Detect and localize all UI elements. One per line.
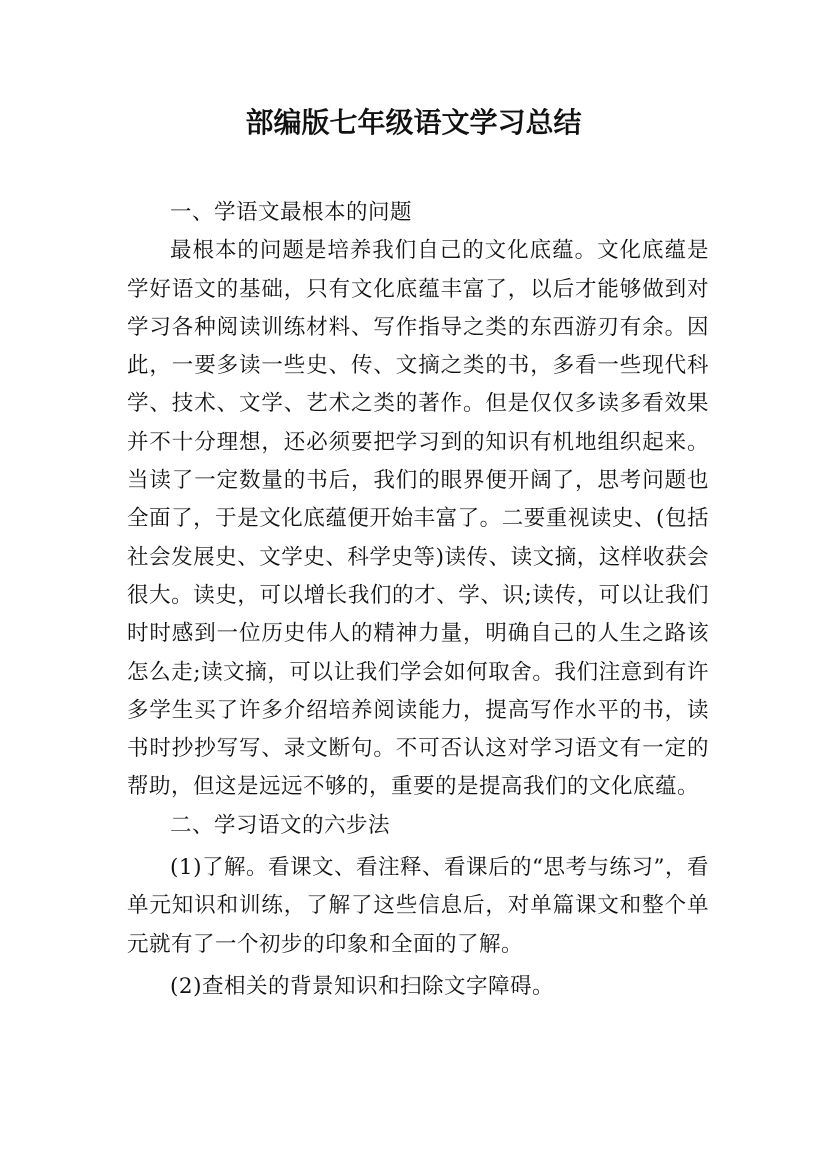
section-heading: 一、学语文最根本的问题 <box>170 200 413 225</box>
document-body <box>127 194 709 1006</box>
step-paragraph: (1)了解。看课文、看注释、看课后的“思考与练习”，看单元知识和训练，了解了这些信息后，对单篇课文和整个单元就有了一个初步的印象和全面的了解。 <box>127 855 709 957</box>
document-title: 部编版七年级语文学习总结 <box>245 106 582 139</box>
section-heading: 二、学习语文的六步法 <box>170 812 391 838</box>
step-paragraph: (2)查相关的背景知识和扫除文字障碍。 <box>170 973 554 999</box>
body-paragraph: 最根本的问题是培养我们自己的文化底蕴。文化底蕴是学好语文的基础，只有文化底蕴丰富了，以后才能够做到对学习各种阅读训练材料、写作指导之类的东西游刃有余。因此，一要多读一些史、传、文摘之类的书，多看一些现代科学、技术、文学、艺术之类的著作。但是仅仅多读多看效果并不十分理想，还必须要把学习到的知识有机地组织起来。当读了一定数量的书后，我们的眼界便开阔了，思考问题也全面了，于是文化底蕴便开始丰富了。二要重视读史、(包括社会发展史、文学史、科学史等)读传、读文摘，这样收获会很大。读史，可以增长我们的才、学、识;读传，可以让我们时时感到一位历史伟人的精神力量，明确自己的人生之路该怎么走;读文摘，可以让我们学会如何取舍。我们注意到有许多学生买了许多介绍培养阅读能力，提高写作水平的书，读书时抄抄写写、录文断句。不可否认这对学习语文有一定的帮助，但这是远远不够的，重要的是提高我们的文化底蕴。 <box>127 238 709 800</box>
